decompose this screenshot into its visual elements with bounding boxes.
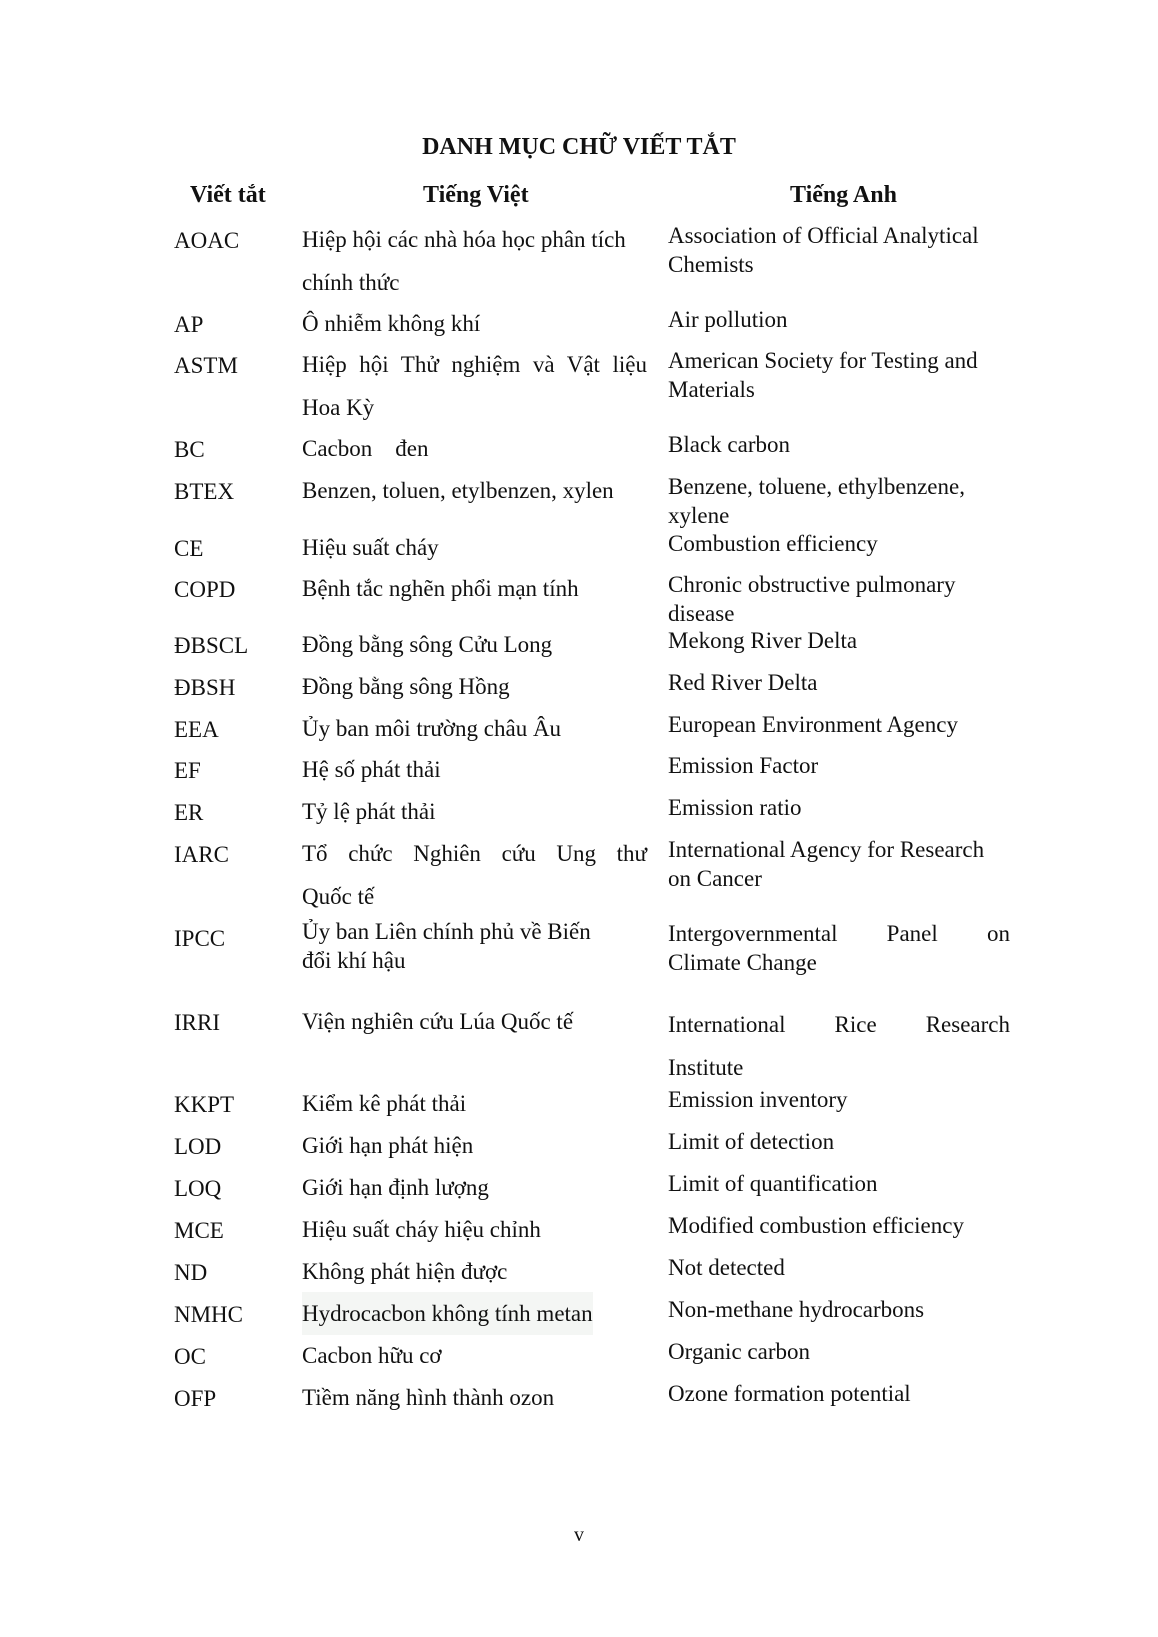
abbreviation-cell: IARC bbox=[174, 842, 229, 867]
english-cell bbox=[668, 1085, 1010, 1114]
english-line: Chronic obstructive pulmonary bbox=[668, 572, 956, 597]
vietnamese-line: Kiểm kê phát thải bbox=[302, 1091, 467, 1116]
english-cell bbox=[668, 570, 1010, 628]
english-line: Limit of quantification bbox=[668, 1171, 878, 1196]
english-cell bbox=[668, 1169, 1010, 1198]
english-line: Not detected bbox=[668, 1255, 785, 1280]
english-line: Mekong River Delta bbox=[668, 628, 858, 653]
english-cell bbox=[668, 1003, 1010, 1089]
english-cell bbox=[668, 430, 1010, 459]
vietnamese-line: Hiệp hội các nhà hóa học phân tích bbox=[302, 227, 626, 252]
abbreviation-cell: OFP bbox=[174, 1386, 217, 1411]
vietnamese-cell bbox=[302, 1208, 647, 1251]
vietnamese-line: Tiềm năng hình thành ozon bbox=[302, 1385, 555, 1410]
abbreviation-cell: AP bbox=[174, 312, 204, 337]
abbreviation-cell: BC bbox=[174, 437, 205, 462]
vietnamese-line: Hydrocacbon không tính metan bbox=[302, 1301, 593, 1326]
english-line: xylene bbox=[668, 503, 730, 528]
english-line: Chemists bbox=[668, 252, 754, 277]
abbreviation-cell: NMHC bbox=[174, 1302, 244, 1327]
abbreviation-cell: ĐBSCL bbox=[174, 633, 249, 658]
abbreviation-cell: ND bbox=[174, 1260, 208, 1285]
vietnamese-line: Ủy ban môi trường châu Âu bbox=[302, 716, 562, 741]
vietnamese-line: Đồng bằng sông Hồng bbox=[302, 674, 510, 699]
english-line: Benzene, toluene, ethylbenzene, bbox=[668, 474, 965, 499]
vietnamese-line: Giới hạn phát hiện bbox=[302, 1133, 474, 1158]
vietnamese-cell bbox=[302, 1250, 647, 1293]
english-cell bbox=[668, 346, 1010, 404]
english-line: Combustion efficiency bbox=[668, 531, 878, 556]
english-line: Black carbon bbox=[668, 432, 790, 457]
abbreviation-cell: COPD bbox=[174, 577, 236, 602]
english-cell bbox=[668, 835, 1010, 893]
abbreviation-cell: AOAC bbox=[174, 228, 240, 253]
abbreviation-cell: OC bbox=[174, 1344, 206, 1369]
english-line: Air pollution bbox=[668, 307, 788, 332]
english-line: European Environment Agency bbox=[668, 712, 958, 737]
vietnamese-cell bbox=[302, 302, 647, 345]
vietnamese-cell bbox=[302, 832, 647, 918]
english-line: International Agency for Research bbox=[668, 837, 985, 862]
english-cell bbox=[668, 1253, 1010, 1282]
abbreviation-cell: LOQ bbox=[174, 1176, 222, 1201]
english-line: Ozone formation potential bbox=[668, 1381, 911, 1406]
abbreviation-cell: KKPT bbox=[174, 1092, 235, 1117]
vietnamese-cell bbox=[302, 623, 647, 666]
abbreviation-cell: ER bbox=[174, 800, 204, 825]
english-cell bbox=[668, 221, 1010, 279]
abbreviation-cell: IPCC bbox=[174, 926, 226, 951]
english-line: Climate Change bbox=[668, 950, 817, 975]
vietnamese-cell bbox=[302, 790, 647, 833]
english-line: Institute bbox=[668, 1055, 744, 1080]
vietnamese-line: Benzen, toluen, etylbenzen, xylen bbox=[302, 478, 614, 503]
page-number: v bbox=[574, 1524, 584, 1546]
abbreviation-cell: ĐBSH bbox=[174, 675, 236, 700]
english-cell bbox=[668, 626, 1010, 655]
vietnamese-line: Quốc tế bbox=[302, 884, 375, 909]
vietnamese-line: Tổ chức Nghiên cứu Ung thư bbox=[302, 841, 647, 866]
abbreviation-cell: MCE bbox=[174, 1218, 224, 1243]
vietnamese-cell bbox=[302, 343, 647, 429]
header-vietnamese: Tiếng Việt bbox=[423, 182, 529, 208]
vietnamese-cell bbox=[302, 1376, 647, 1419]
english-line: Modified combustion efficiency bbox=[668, 1213, 964, 1238]
abbreviation-cell: CE bbox=[174, 536, 204, 561]
english-line: Non-methane hydrocarbons bbox=[668, 1297, 925, 1322]
english-cell bbox=[668, 1295, 1010, 1324]
vietnamese-cell bbox=[302, 567, 647, 610]
english-line: disease bbox=[668, 601, 735, 626]
english-line: Emission Factor bbox=[668, 753, 819, 778]
vietnamese-cell bbox=[302, 1292, 593, 1335]
english-cell bbox=[668, 919, 1010, 977]
english-line: on Cancer bbox=[668, 866, 762, 891]
english-line: Materials bbox=[668, 377, 755, 402]
page-title: DANH MỤC CHỮ VIẾT TẮT bbox=[422, 134, 736, 160]
english-cell bbox=[668, 305, 1010, 334]
vietnamese-cell bbox=[302, 1124, 647, 1167]
vietnamese-line: Viện nghiên cứu Lúa Quốc tế bbox=[302, 1009, 574, 1034]
vietnamese-line: Ủy ban Liên chính phủ về Biến bbox=[302, 919, 591, 944]
english-line: Emission ratio bbox=[668, 795, 802, 820]
vietnamese-line: Cacbon đen bbox=[302, 436, 429, 461]
vietnamese-cell bbox=[302, 526, 647, 569]
vietnamese-line: Không phát hiện được bbox=[302, 1259, 508, 1284]
english-line: Intergovernmental Panel on bbox=[668, 921, 1010, 946]
vietnamese-line: Giới hạn định lượng bbox=[302, 1175, 489, 1200]
vietnamese-line: Hệ số phát thải bbox=[302, 757, 441, 782]
vietnamese-cell bbox=[302, 917, 647, 975]
abbreviation-cell: IRRI bbox=[174, 1010, 220, 1035]
english-line: Red River Delta bbox=[668, 670, 818, 695]
vietnamese-cell bbox=[302, 218, 647, 304]
vietnamese-cell bbox=[302, 1000, 647, 1043]
english-line: Association of Official Analytical bbox=[668, 223, 979, 248]
vietnamese-line: Hiệp hội Thử nghiệm và Vật liệu bbox=[302, 352, 647, 377]
english-cell bbox=[668, 529, 1010, 558]
english-cell bbox=[668, 1127, 1010, 1156]
english-cell bbox=[668, 1211, 1010, 1240]
abbreviation-cell: EF bbox=[174, 758, 201, 783]
vietnamese-cell bbox=[302, 469, 647, 512]
abbreviation-cell: ASTM bbox=[174, 353, 238, 378]
vietnamese-line: Ô nhiễm không khí bbox=[302, 311, 481, 336]
abbreviation-cell: LOD bbox=[174, 1134, 222, 1159]
english-cell bbox=[668, 1379, 1010, 1408]
header-abbreviation: Viết tắt bbox=[190, 182, 266, 208]
vietnamese-line: Bệnh tắc nghẽn phổi mạn tính bbox=[302, 576, 579, 601]
vietnamese-cell bbox=[302, 1166, 647, 1209]
english-cell bbox=[668, 668, 1010, 697]
english-cell bbox=[668, 751, 1010, 780]
vietnamese-cell bbox=[302, 427, 647, 470]
vietnamese-line: đổi khí hậu bbox=[302, 948, 406, 973]
vietnamese-cell bbox=[302, 1082, 647, 1125]
vietnamese-cell bbox=[302, 1334, 647, 1377]
vietnamese-cell bbox=[302, 748, 647, 791]
english-cell bbox=[668, 710, 1010, 739]
abbreviation-cell: BTEX bbox=[174, 479, 235, 504]
english-line: International Rice Research bbox=[668, 1012, 1010, 1037]
vietnamese-line: Hoa Kỳ bbox=[302, 395, 375, 420]
vietnamese-cell bbox=[302, 665, 647, 708]
header-english: Tiếng Anh bbox=[790, 182, 897, 208]
vietnamese-line: chính thức bbox=[302, 270, 400, 295]
english-line: Limit of detection bbox=[668, 1129, 835, 1154]
vietnamese-line: Hiệu suất cháy bbox=[302, 535, 439, 560]
english-cell bbox=[668, 472, 1010, 530]
english-cell bbox=[668, 1337, 1010, 1366]
vietnamese-line: Đồng bằng sông Cửu Long bbox=[302, 632, 553, 657]
english-line: Emission inventory bbox=[668, 1087, 848, 1112]
vietnamese-cell bbox=[302, 707, 647, 750]
abbreviation-cell: EEA bbox=[174, 717, 219, 742]
english-line: Organic carbon bbox=[668, 1339, 810, 1364]
english-line: American Society for Testing and bbox=[668, 348, 978, 373]
vietnamese-line: Hiệu suất cháy hiệu chỉnh bbox=[302, 1217, 541, 1242]
vietnamese-line: Tỷ lệ phát thải bbox=[302, 799, 436, 824]
vietnamese-line: Cacbon hữu cơ bbox=[302, 1343, 442, 1368]
english-cell bbox=[668, 793, 1010, 822]
